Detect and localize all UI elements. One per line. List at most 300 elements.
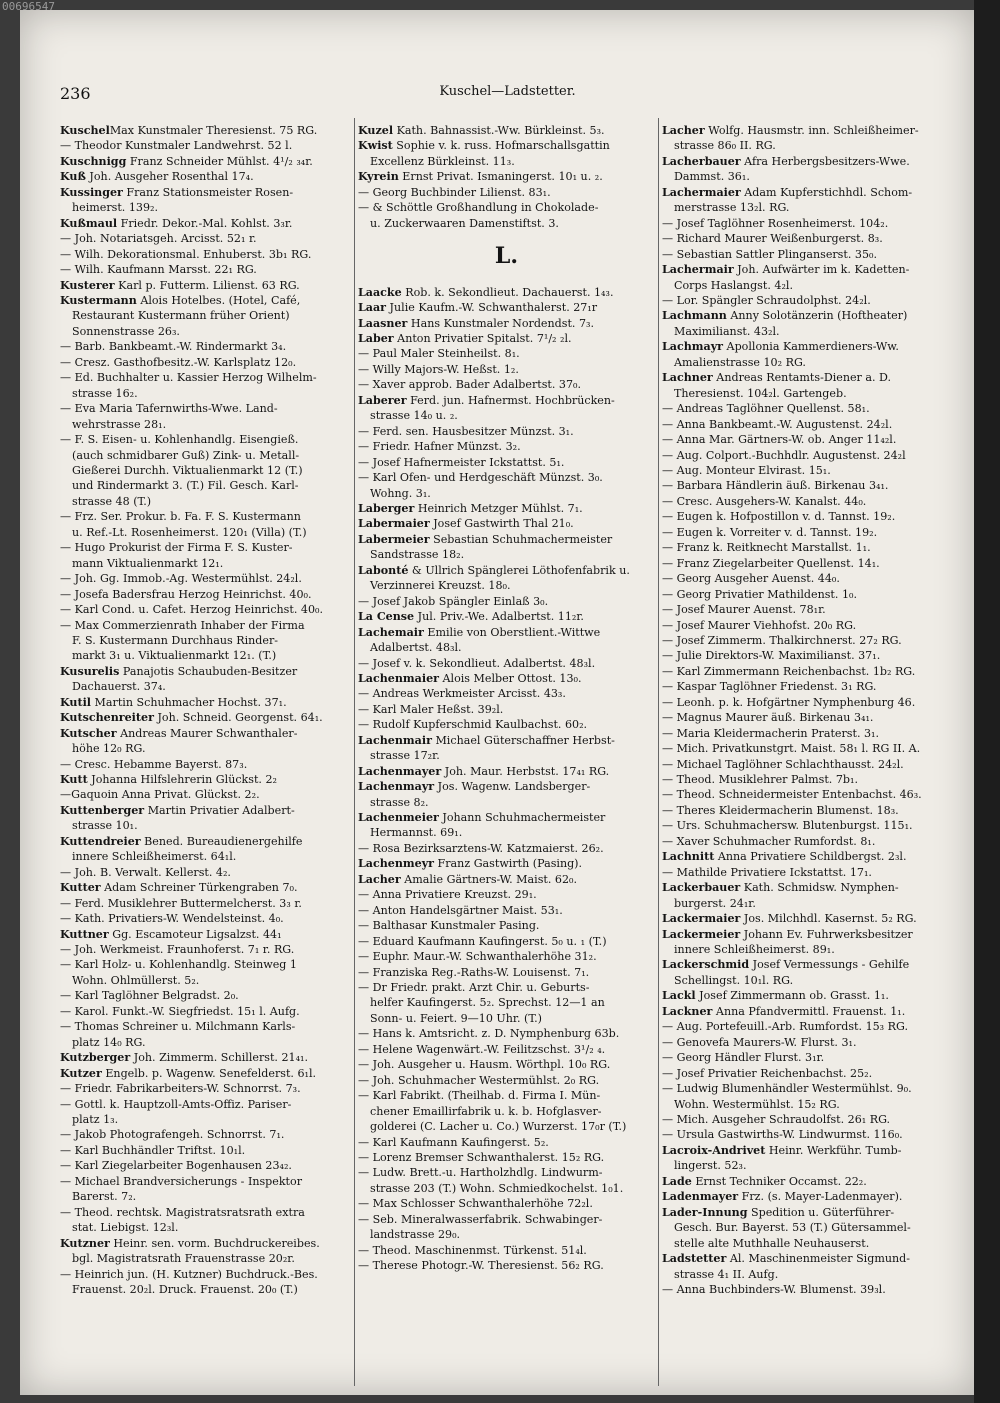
sub-entry bbox=[60, 942, 350, 957]
directory-entry bbox=[662, 123, 960, 138]
sub-entry bbox=[662, 401, 960, 416]
entry-continuation: Gießerei Durchh. Viktualienmarkt 12 (T.) bbox=[72, 463, 303, 477]
entry-text: Joh. Aufwärter im k. Kadetten- bbox=[733, 263, 910, 277]
entry-surname: Kutt bbox=[60, 773, 88, 787]
sub-entry bbox=[662, 216, 960, 231]
column-1 bbox=[60, 123, 350, 1297]
entry-surname: Kuschnigg bbox=[60, 154, 127, 168]
entry-text: — Richard Maurer Weißenburgerst. 8₃. bbox=[662, 232, 883, 246]
entry-text: Andreas Rentamts-Diener a. D. bbox=[712, 371, 892, 385]
entry-surname: Kusterer bbox=[60, 278, 115, 292]
entry-text: — Aug. Monteur Elvirast. 15₁. bbox=[662, 463, 831, 477]
entry-surname: Kussinger bbox=[60, 185, 123, 199]
entry-text: — Joh. B. Verwalt. Kellerst. 4₂. bbox=[60, 865, 231, 879]
entry-text: — Karl Maler Heßst. 39₂l. bbox=[358, 702, 504, 716]
entry-text: — Andreas Werkmeister Arcisst. 43₃. bbox=[358, 687, 566, 701]
entry-surname: Labermaier bbox=[358, 517, 430, 531]
entry-text: — Therese Photogr.-W. Theresienst. 56₂ RG. bbox=[358, 1259, 604, 1273]
sub-entry bbox=[662, 757, 960, 772]
entry-surname: Kusurelis bbox=[60, 664, 120, 678]
entry-text: — Josefa Badersfrau Herzog Heinrichst. 40₀. bbox=[60, 587, 312, 601]
directory-entry bbox=[358, 532, 655, 547]
directory-entry bbox=[358, 733, 655, 748]
sub-entry bbox=[662, 556, 960, 571]
sub-entry bbox=[662, 1127, 960, 1142]
entry-text: — Cresc. Hebamme Bayerst. 87₃. bbox=[60, 757, 248, 771]
sub-entry bbox=[662, 1066, 960, 1081]
sub-entry bbox=[60, 988, 350, 1003]
entry-continuation: strasse 14₀ u. ₂. bbox=[370, 409, 458, 423]
sub-entry bbox=[358, 1150, 655, 1165]
directory-entry bbox=[662, 308, 960, 323]
entry-surname: Laber bbox=[358, 331, 394, 345]
directory-entry bbox=[60, 695, 350, 710]
entry-text: Michael Güterschaffner Herbst- bbox=[431, 733, 615, 747]
entry-continuation: heimerst. 139₂. bbox=[72, 201, 158, 215]
sub-entry bbox=[60, 1004, 350, 1019]
directory-entry bbox=[662, 988, 960, 1003]
sub-entry bbox=[60, 339, 350, 354]
entry-surname: Lachnitt bbox=[662, 850, 715, 864]
entry-text: Gg. Escamoteur Ligsalzst. 44₁ bbox=[108, 927, 282, 941]
entry-text: — Theod. Maschinenmst. Türkenst. 51₄l. bbox=[358, 1243, 587, 1257]
entry-continuation: Theresienst. 104₂l. Gartengeb. bbox=[674, 386, 847, 400]
entry-text: — Gottl. k. Hauptzoll-Amts-Offiz. Pariser- bbox=[60, 1097, 292, 1111]
entry-text: — Anna Bankbeamt.-W. Augustenst. 24₂l. bbox=[662, 417, 893, 431]
entry-continuation: bgl. Magistratsrath Frauenstrasse 20₂r. bbox=[72, 1252, 295, 1266]
entry-text: Al. Maschinenmeister Sigmund- bbox=[726, 1252, 910, 1266]
entry-text: — Aug. Colport.-Buchhdlr. Augustenst. 24₂l bbox=[662, 448, 906, 462]
scan-edge bbox=[974, 0, 1000, 1403]
entry-text: — Genovefa Maurers-W. Flurst. 3₁. bbox=[662, 1035, 857, 1049]
entry-continuation: innere Schleißheimerst. 89₁. bbox=[674, 943, 835, 957]
entry-text: — Willy Majors-W. Heßst. 1₂. bbox=[358, 362, 519, 376]
sub-entry bbox=[60, 602, 350, 617]
column-2 bbox=[358, 123, 655, 1274]
directory-entry bbox=[358, 331, 655, 346]
sub-entry bbox=[662, 463, 960, 478]
entry-text: — Rudolf Kupferschmid Kaulbachst. 60₂. bbox=[358, 718, 588, 732]
sub-entry bbox=[662, 1081, 960, 1096]
entry-continuation: Wohn. Westermühlst. 15₂ RG. bbox=[674, 1097, 840, 1111]
sub-entry bbox=[662, 664, 960, 679]
entry-continuation: stat. Liebigst. 12₃l. bbox=[72, 1221, 179, 1235]
entry-text: Panajotis Schaubuden-Besitzer bbox=[119, 664, 298, 678]
entry-text: Franz Schneider Mühlst. 4¹/₂ ₃₄r. bbox=[126, 154, 313, 168]
entry-continuation: chener Emaillirfabrik u. k. b. Hofglasver- bbox=[370, 1104, 602, 1118]
entry-text: Emilie von Oberstlient.-Wittwe bbox=[423, 625, 601, 639]
directory-entry bbox=[60, 185, 350, 200]
entry-surname: Kuttendreier bbox=[60, 834, 141, 848]
entry-text: — Jakob Photografengeh. Schnorrst. 7₁. bbox=[60, 1128, 285, 1142]
entry-text: — Rosa Bezirksarztens-W. Katzmaierst. 26₂. bbox=[358, 841, 604, 855]
entry-continuation: u. Ref.-Lt. Rosenheimerst. 120₁ (Villa) (T.) bbox=[72, 525, 307, 539]
sub-entry bbox=[662, 494, 960, 509]
directory-entry bbox=[60, 803, 350, 818]
sub-entry bbox=[60, 1081, 350, 1096]
entry-surname: Labonté bbox=[358, 563, 409, 577]
sub-entry bbox=[662, 679, 960, 694]
entry-surname: Lachenmayer bbox=[358, 764, 442, 778]
entry-text: Hans Kunstmaler Nordendst. 7₃. bbox=[407, 316, 594, 330]
sub-entry bbox=[358, 1258, 655, 1273]
entry-text: Anna Pfandvermittl. Frauenst. 1₁. bbox=[712, 1004, 906, 1018]
entry-continuation: Dammst. 36₁. bbox=[674, 170, 750, 184]
directory-entry bbox=[60, 216, 350, 231]
sub-entry bbox=[60, 138, 350, 153]
entry-text: Heinr. Werkführ. Tumb- bbox=[765, 1143, 902, 1157]
sub-entry bbox=[662, 571, 960, 586]
sub-entry bbox=[662, 417, 960, 432]
sub-entry bbox=[662, 1282, 960, 1297]
entry-surname: Laacke bbox=[358, 285, 402, 299]
entry-text: — Ludwig Blumenhändler Westermühlst. 9₀. bbox=[662, 1082, 912, 1096]
directory-entry bbox=[358, 516, 655, 531]
entry-text: Ernst Techniker Occamst. 22₂. bbox=[691, 1174, 867, 1188]
sub-entry bbox=[358, 594, 655, 609]
entry-surname: Laberer bbox=[358, 393, 407, 407]
directory-entry bbox=[662, 957, 960, 972]
entry-surname: Lachemair bbox=[358, 625, 424, 639]
entry-text: — Paul Maler Steinheilst. 8₁. bbox=[358, 347, 520, 361]
entry-surname: Lachner bbox=[662, 371, 713, 385]
sub-entry bbox=[60, 1127, 350, 1142]
entry-text: — Frz. Ser. Prokur. b. Fa. F. S. Kustermann bbox=[60, 510, 301, 524]
entry-text: — Karl Ofen- und Herdgeschäft Münzst. 3₀. bbox=[358, 471, 603, 485]
sub-entry bbox=[662, 772, 960, 787]
entry-text: — Ferd. Musiklehrer Buttermelcherst. 3₃ r. bbox=[60, 896, 302, 910]
entry-continuation: markt 3₁ u. Viktualienmarkt 12₁. (T.) bbox=[72, 649, 277, 663]
entry-surname: Labermeier bbox=[358, 532, 430, 546]
entry-continuation: Maximilianst. 43₂l. bbox=[674, 324, 780, 338]
entry-surname: Lachenmayr bbox=[358, 780, 435, 794]
directory-entry bbox=[662, 370, 960, 385]
entry-text: — Karl Cond. u. Cafet. Herzog Heinrichst. 40₀. bbox=[60, 603, 323, 617]
entry-text: Adam Kupferstichhdl. Schom- bbox=[740, 185, 913, 199]
entry-surname: Lackermaier bbox=[662, 912, 741, 926]
entry-text: — Andreas Taglöhner Quellenst. 58₁. bbox=[662, 402, 870, 416]
entry-text: — Josef Maurer Auenst. 78₁r. bbox=[662, 603, 826, 617]
entry-text: Bened. Bureaudienergehilfe bbox=[140, 834, 303, 848]
directory-entry bbox=[662, 849, 960, 864]
sub-entry bbox=[358, 455, 655, 470]
entry-text: — Anna Buchbinders-W. Blumenst. 39₃l. bbox=[662, 1282, 886, 1296]
entry-surname: Lachermair bbox=[662, 263, 734, 277]
entry-text: Martin Schuhmacher Hochst. 37₁. bbox=[91, 695, 287, 709]
entry-surname: Laberger bbox=[358, 501, 415, 515]
sub-entry bbox=[60, 787, 350, 802]
entry-continuation: platz 1₃. bbox=[72, 1113, 119, 1126]
entry-surname: Kutil bbox=[60, 695, 92, 709]
entry-continuation: Excellenz Bürkleinst. 11₃. bbox=[370, 154, 515, 168]
entry-text: — Karol. Funkt.-W. Siegfriedst. 15₁ l. Aufg. bbox=[60, 1004, 300, 1018]
directory-entry bbox=[358, 671, 655, 686]
sub-entry bbox=[358, 934, 655, 949]
sub-entry bbox=[358, 1165, 655, 1180]
directory-entry bbox=[662, 927, 960, 942]
entry-continuation: helfer Kaufingerst. 5₂. Sprechst. 12—1 an bbox=[370, 996, 605, 1010]
directory-entry bbox=[60, 1236, 350, 1251]
entry-continuation: Wohng. 3₁. bbox=[370, 486, 431, 500]
entry-text: — Karl Fabrikt. (Theilhab. d. Firma I. Mün- bbox=[358, 1089, 601, 1103]
entry-surname: Lachenmair bbox=[358, 733, 432, 747]
directory-entry bbox=[358, 872, 655, 887]
section-letter: L. bbox=[494, 243, 519, 270]
sub-entry bbox=[60, 1174, 350, 1189]
entry-surname: Lackl bbox=[662, 989, 696, 1003]
sub-entry bbox=[662, 540, 960, 555]
entry-text: Kath. Bahnassist.-Ww. Bürkleinst. 5₃. bbox=[393, 124, 605, 137]
entry-continuation: strasse 17₂r. bbox=[370, 749, 440, 763]
sub-entry bbox=[358, 1212, 655, 1227]
sub-entry bbox=[358, 980, 655, 995]
entry-text: — Julie Direktors-W. Maximilianst. 37₁. bbox=[662, 649, 881, 663]
entry-continuation: merstrasse 13₂l. RG. bbox=[674, 201, 790, 215]
sub-entry bbox=[60, 231, 350, 246]
directory-entry bbox=[60, 293, 350, 308]
directory-entry bbox=[60, 772, 350, 787]
entry-continuation: Amalienstrasse 10₂ RG. bbox=[674, 355, 806, 369]
entry-text: Anny Solotänzerin (Hoftheater) bbox=[726, 309, 908, 323]
directory-entry bbox=[662, 880, 960, 895]
entry-text: Josef Zimmermann ob. Grasst. 1₁. bbox=[695, 989, 889, 1003]
entry-text: — Lorenz Bremser Schwanthalerst. 15₂ RG. bbox=[358, 1151, 605, 1164]
entry-text: Jos. Milchhdl. Kasernst. 5₂ RG. bbox=[740, 912, 917, 926]
sub-entry bbox=[358, 1135, 655, 1150]
entry-text: Martin Privatier Adalbert- bbox=[144, 803, 295, 817]
directory-entry bbox=[662, 1251, 960, 1266]
entry-text: — Maria Kleidermacherin Praterst. 3₁. bbox=[662, 726, 880, 740]
directory-entry bbox=[60, 664, 350, 679]
directory-entry bbox=[358, 300, 655, 315]
directory-entry bbox=[358, 625, 655, 640]
entry-continuation: wehrstrasse 28₁. bbox=[72, 417, 167, 431]
entry-continuation: Schellingst. 10₁l. RG. bbox=[674, 973, 794, 987]
entry-text: Karl p. Futterm. Lilienst. 63 RG. bbox=[114, 278, 300, 292]
entry-continuation: stelle alte Muthhalle Neuhauserst. bbox=[674, 1236, 870, 1250]
entry-surname: Kutschenreiter bbox=[60, 711, 154, 725]
entry-text: Joh. Schneid. Georgenst. 64₁. bbox=[153, 711, 323, 725]
sub-entry bbox=[662, 1112, 960, 1127]
entry-surname: La Cense bbox=[358, 610, 415, 624]
entry-surname: Lachenmaier bbox=[358, 671, 439, 685]
sub-entry bbox=[60, 757, 350, 772]
sub-entry bbox=[358, 185, 655, 200]
entry-text: — Mich. Ausgeher Schraudolfst. 26₁ RG. bbox=[662, 1113, 891, 1126]
entry-text: — Eva Maria Tafernwirths-Wwe. Land- bbox=[60, 402, 278, 416]
sub-entry bbox=[358, 1026, 655, 1041]
directory-entry bbox=[662, 911, 960, 926]
sub-entry bbox=[662, 602, 960, 617]
entry-text: — F. S. Eisen- u. Kohlenhandlg. Eisengieß. bbox=[60, 433, 299, 447]
sub-entry bbox=[662, 478, 960, 493]
entry-continuation: F. S. Kustermann Durchhaus Rinder- bbox=[72, 633, 279, 647]
entry-continuation: Sonnenstrasse 26₃. bbox=[72, 324, 180, 338]
entry-surname: Kuschel bbox=[60, 124, 110, 137]
entry-text: — Josef Hafnermeister Ickstattst. 5₁. bbox=[358, 455, 565, 469]
entry-surname: Lade bbox=[662, 1174, 692, 1188]
entry-text: — Urs. Schuhmachersw. Blutenburgst. 115₁. bbox=[662, 819, 913, 833]
entry-continuation: strasse 48 (T.) bbox=[72, 494, 152, 508]
sub-entry bbox=[662, 231, 960, 246]
entry-text: — Michael Taglöhner Schlachthausst. 24₂l. bbox=[662, 757, 904, 771]
sub-entry bbox=[662, 726, 960, 741]
entry-continuation: Gesch. Bur. Bayerst. 53 (T.) Gütersammel- bbox=[674, 1221, 911, 1235]
entry-surname: Lackerbauer bbox=[662, 881, 741, 895]
sub-entry bbox=[60, 509, 350, 524]
sub-entry bbox=[358, 377, 655, 392]
sub-entry bbox=[60, 587, 350, 602]
entry-continuation: Hermannst. 69₁. bbox=[370, 826, 463, 840]
directory-entry bbox=[662, 339, 960, 354]
entry-continuation: Frauenst. 20₂l. Druck. Frauenst. 20₀ (T.) bbox=[72, 1282, 298, 1296]
entry-text: Sophie v. k. russ. Hofmarschallsgattin bbox=[392, 139, 610, 153]
sub-entry bbox=[358, 918, 655, 933]
sub-entry bbox=[358, 200, 655, 215]
sub-entry bbox=[662, 525, 960, 540]
entry-text: — Wilh. Dekorationsmal. Enhuberst. 3b₁ RG. bbox=[60, 247, 312, 261]
entry-text: — Karl Holz- u. Kohlenhandlg. Steinweg 1 bbox=[60, 958, 297, 972]
entry-text: — Sebastian Sattler Plinganserst. 35₀. bbox=[662, 247, 877, 261]
entry-surname: Lacher bbox=[662, 124, 705, 137]
directory-entry bbox=[358, 285, 655, 300]
sub-entry bbox=[358, 362, 655, 377]
entry-text: Alois Melber Ottost. 13₀. bbox=[438, 671, 582, 685]
sub-entry bbox=[60, 911, 350, 926]
entry-surname: Lachmayr bbox=[662, 340, 724, 354]
sub-entry bbox=[60, 262, 350, 277]
sub-entry bbox=[662, 710, 960, 725]
entry-text: Franz Stationsmeister Rosen- bbox=[122, 185, 294, 199]
directory-entry bbox=[60, 834, 350, 849]
entry-text: — Barb. Bankbeamt.-W. Rindermarkt 3₄. bbox=[60, 340, 287, 354]
entry-text: — Cresz. Gasthofbesitz.-W. Karlsplatz 12₀. bbox=[60, 355, 297, 369]
entry-text: — Friedr. Hafner Münzst. 3₂. bbox=[358, 440, 521, 454]
sub-entry bbox=[358, 439, 655, 454]
directory-entry bbox=[60, 169, 350, 184]
entry-text: — Helene Wagenwärt.-W. Feilitzschst. 3¹/₂ ₄. bbox=[358, 1042, 606, 1056]
sub-entry bbox=[60, 896, 350, 911]
entry-continuation: platz 14₀ RG. bbox=[72, 1035, 146, 1049]
entry-text: — Heinrich jun. (H. Kutzner) Buchdruck.-Bes. bbox=[60, 1267, 318, 1281]
entry-text: Friedr. Dekor.-Mal. Kohlst. 3₃r. bbox=[117, 216, 293, 230]
entry-text: Josef Gastwirth Thal 21₀. bbox=[429, 517, 574, 531]
entry-text: — Theodor Kunstmaler Landwehrst. 52 l. bbox=[60, 139, 293, 153]
entry-surname: Lachmann bbox=[662, 309, 727, 323]
entry-continuation: strasse 10₁. bbox=[72, 819, 138, 833]
sub-entry bbox=[60, 865, 350, 880]
entry-text: Ferd. jun. Hafnermst. Hochbrücken- bbox=[406, 393, 615, 407]
sub-entry bbox=[60, 1158, 350, 1173]
entry-surname: Lachenmeier bbox=[358, 811, 439, 825]
entry-text: — Anna Mar. Gärtners-W. ob. Anger 11₄₂l. bbox=[662, 433, 897, 447]
directory-entry bbox=[60, 1050, 350, 1065]
entry-text: — Cresc. Ausgehers-W. Kanalst. 44₀. bbox=[662, 494, 867, 508]
directory-entry bbox=[60, 927, 350, 942]
entry-text: — Barbara Händlerin äuß. Birkenau 3₄₁. bbox=[662, 479, 889, 493]
sub-entry bbox=[358, 717, 655, 732]
sub-entry bbox=[358, 686, 655, 701]
directory-entry bbox=[662, 1205, 960, 1220]
entry-text: — Anton Handelsgärtner Maist. 53₁. bbox=[358, 903, 563, 917]
sub-entry bbox=[662, 741, 960, 756]
entry-surname: Lackner bbox=[662, 1004, 713, 1018]
entry-text: Johann Schuhmachermeister bbox=[438, 811, 606, 825]
entry-text: — Seb. Mineralwasserfabrik. Schwabinger- bbox=[358, 1212, 603, 1226]
entry-text: — Karl Zimmermann Reichenbachst. 1b₂ RG. bbox=[662, 664, 916, 678]
entry-text: — Anna Privatiere Kreuzst. 29₁. bbox=[358, 888, 537, 902]
sub-entry bbox=[358, 1042, 655, 1057]
entry-text: — Eugen k. Hofpostillon v. d. Tannst. 19₂. bbox=[662, 510, 896, 524]
sub-entry bbox=[662, 247, 960, 262]
sub-entry bbox=[60, 370, 350, 385]
entry-text: Heinr. sen. vorm. Buchdruckereibes. bbox=[109, 1236, 320, 1250]
entry-text: — Wilh. Kaufmann Marsst. 22₁ RG. bbox=[60, 263, 257, 277]
entry-surname: Lacher bbox=[358, 872, 401, 886]
directory-entry bbox=[358, 764, 655, 779]
sub-entry bbox=[358, 949, 655, 964]
entry-text: — Georg Privatier Mathildenst. 1₀. bbox=[662, 587, 857, 601]
sub-entry bbox=[358, 702, 655, 717]
directory-page bbox=[20, 10, 975, 1395]
entry-text: — Joh. Gg. Immob.-Ag. Westermühlst. 24₂l. bbox=[60, 572, 302, 586]
entry-text: — Karl Taglöhner Belgradst. 2₀. bbox=[60, 989, 239, 1003]
entry-text: — Georg Ausgeher Auenst. 44₀. bbox=[662, 572, 840, 586]
sub-entry bbox=[358, 1088, 655, 1103]
sub-entry bbox=[662, 432, 960, 447]
sub-entry bbox=[358, 424, 655, 439]
sub-entry bbox=[60, 571, 350, 586]
entry-text: Kath. Schmidsw. Nymphen- bbox=[740, 881, 899, 895]
entry-continuation: strasse 16₂. bbox=[72, 386, 138, 400]
entry-text: — Lor. Spängler Schraudolphst. 24₂l. bbox=[662, 293, 871, 307]
sub-entry bbox=[358, 965, 655, 980]
sub-entry bbox=[358, 1196, 655, 1211]
entry-text: — Ed. Buchhalter u. Kassier Herzog Wilhelm- bbox=[60, 371, 317, 385]
directory-entry bbox=[358, 810, 655, 825]
column-3 bbox=[662, 123, 960, 1297]
entry-surname: Lackermeier bbox=[662, 927, 741, 941]
directory-entry bbox=[60, 726, 350, 741]
entry-text: — Georg Buchbinder Lilienst. 83₁. bbox=[358, 185, 551, 199]
sub-entry bbox=[60, 957, 350, 972]
entry-text: Sebastian Schuhmachermeister bbox=[429, 532, 613, 546]
entry-surname: Lader-Innung bbox=[662, 1205, 748, 1219]
sub-entry bbox=[662, 648, 960, 663]
entry-text: Amalie Gärtners-W. Maist. 62₀. bbox=[400, 872, 577, 886]
entry-surname: Ladenmayer bbox=[662, 1190, 739, 1204]
entry-text: — Ludw. Brett.-u. Hartholzhdlg. Lindwurm- bbox=[358, 1166, 603, 1180]
entry-text: Heinrich Metzger Mühlst. 7₁. bbox=[414, 501, 583, 515]
entry-text: — Joh. Werkmeist. Fraunhoferst. 7₁ r. RG. bbox=[60, 943, 295, 957]
entry-text: Engelb. p. Wagenw. Senefelderst. 6₁l. bbox=[101, 1066, 317, 1080]
sub-entry bbox=[358, 656, 655, 671]
entry-continuation: (auch schmidbarer Guß) Zink- u. Metall- bbox=[72, 448, 300, 462]
entry-text: — & Schöttle Großhandlung in Chokolade- bbox=[358, 201, 599, 215]
entry-text: — Karl Kaufmann Kaufingerst. 5₂. bbox=[358, 1135, 549, 1149]
entry-surname: Laar bbox=[358, 301, 387, 315]
entry-continuation: lingerst. 52₃. bbox=[674, 1159, 747, 1173]
entry-text: & Ullrich Spänglerei Löthofenfabrik u. bbox=[408, 563, 630, 577]
sub-entry bbox=[358, 903, 655, 918]
directory-entry bbox=[662, 1004, 960, 1019]
entry-text: — Hugo Prokurist der Firma F. S. Kuster- bbox=[60, 541, 293, 555]
entry-text: Rob. k. Sekondlieut. Dachauerst. 1₄₃. bbox=[401, 285, 614, 299]
entry-text: Jul. Priv.-We. Adalbertst. 11₂r. bbox=[414, 610, 584, 624]
entry-text: — Balthasar Kunstmaler Pasing. bbox=[358, 919, 540, 933]
entry-text: Andreas Maurer Schwanthaler- bbox=[116, 726, 298, 740]
entry-text: Frz. (s. Mayer-Ladenmayer). bbox=[738, 1190, 903, 1204]
